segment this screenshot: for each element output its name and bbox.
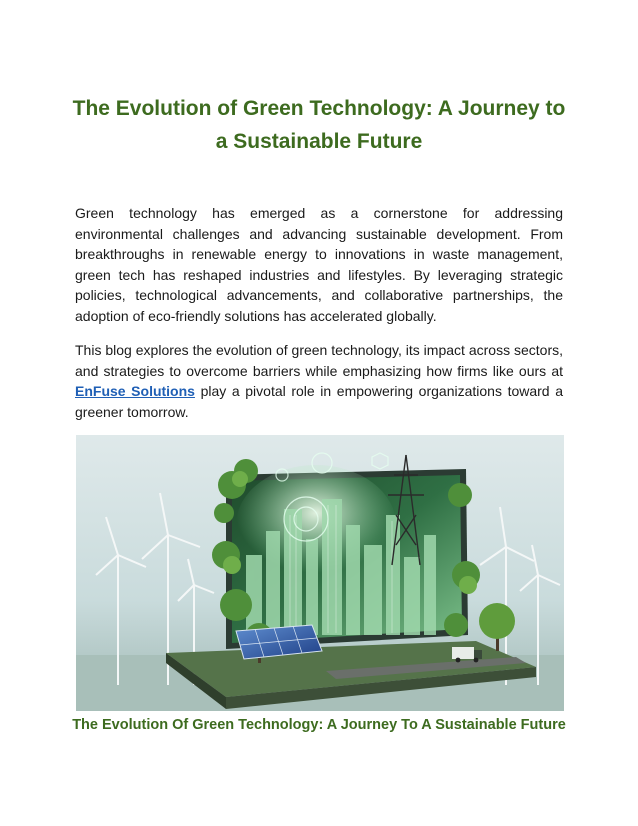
- title-line-2: a Sustainable Future: [215, 130, 423, 153]
- blog-paragraph: [75, 340, 563, 422]
- enfuse-solutions-link[interactable]: EnFuse Solutions: [75, 383, 195, 400]
- green-city-illustration-graphic: [76, 435, 564, 711]
- title-line-1: The Evolution of Green Technology: A Journey to: [72, 97, 566, 120]
- page-title: [60, 92, 578, 158]
- blog-paragraph-text-start: This blog explores the evolution of green technology, its impact across sectors, and strategies to overcome barriers while emphasizing how firms like ours at: [75, 342, 563, 379]
- image-caption: The Evolution Of Green Technology: A Journey To A Sustainable Future: [72, 717, 566, 733]
- intro-paragraph: Green technology has emerged as a cornerstone for addressing environmental challenges and advancing sustainable development. From breakthroughs in renewable energy to innovations in waste management, green tech has reshaped industries and lifestyles. By leveraging strategic policies, technological advancements, and collaborative partnerships, the adoption of eco-friendly solutions has accelerated globally.: [75, 205, 563, 324]
- blog-paragraph-text-end: play a pivotal role in empowering organizations toward a greener tomorrow.: [75, 383, 563, 420]
- hero-illustration: [76, 435, 564, 711]
